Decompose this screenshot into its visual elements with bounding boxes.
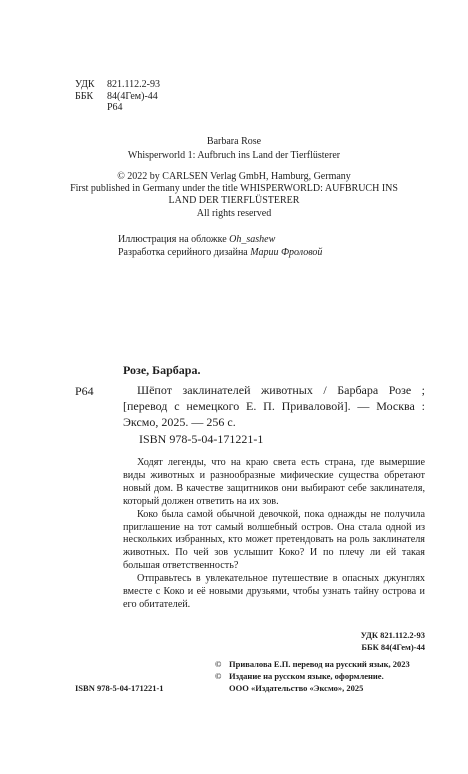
classification-block bbox=[75, 79, 160, 114]
bbk-value: 84(4Гем)-44 bbox=[107, 90, 158, 102]
author-mark-value: Р64 bbox=[107, 102, 123, 113]
annotation-paragraph: Отправьтесь в увлекательное путешествие в опасных джунглях вместе с Коко и её новыми друзьями, чтобы узнать тайну острова и его обитателей. bbox=[123, 573, 425, 610]
original-copyright: © 2022 by CARLSEN Verlag GmbH, Hamburg, Germany bbox=[117, 171, 351, 182]
annotation-paragraph: Ходят легенды, что на краю света есть страна, где вымершие виды животных и разнообразные мифические существа обретают новый дом. В качестве защитников они выбирают себе заклинателя, который должен ответить на их зов. bbox=[123, 457, 425, 507]
copyright-text: Издание на русском языке, оформление. bbox=[229, 671, 384, 681]
design-credit-label: Разработка серийного дизайна bbox=[118, 247, 251, 258]
original-title: Whisperworld 1: Aufbruch ins Land der Tierflüsterer bbox=[127, 150, 341, 161]
bib-record: Шёпот заклинателей животных / Барбара Розе ; [перевод с немецкого Е. П. Приваловой]. — Москва : Эксмо, 2025. — 256 с. bbox=[123, 383, 425, 429]
first-published-line1: First published in Germany under the title WHISPERWORLD: AUFBRUCH INS bbox=[70, 183, 398, 194]
cover-credit bbox=[118, 233, 275, 247]
cover-credit-name: Oh_sashew bbox=[229, 234, 276, 245]
copyright-line bbox=[215, 682, 410, 694]
bbk-label: ББК bbox=[75, 90, 94, 102]
bib-code: Р64 bbox=[75, 384, 94, 398]
imprint-copyright bbox=[215, 658, 410, 694]
design-credit bbox=[118, 246, 322, 260]
udk-label: УДК bbox=[75, 79, 95, 90]
bbk-row bbox=[75, 91, 160, 103]
copyright-symbol: © bbox=[215, 671, 222, 681]
copyright-text: Привалова Е.П. перевод на русский язык, 2023 bbox=[229, 659, 410, 669]
cover-credit-label: Иллюстрация на обложке bbox=[118, 234, 230, 245]
first-published-line2: LAND DER TIERFLÜSTERER bbox=[168, 195, 300, 206]
copyright-line bbox=[215, 658, 410, 670]
copyright-line bbox=[215, 670, 410, 682]
imprint-isbn: ISBN 978-5-04-171221-1 bbox=[75, 683, 164, 693]
copyright-symbol bbox=[215, 682, 229, 694]
copyright-symbol: © bbox=[215, 659, 222, 669]
bib-author: Розе, Барбара. bbox=[123, 363, 201, 377]
bottom-bbk: ББК 84(4Гем)-44 bbox=[361, 642, 425, 652]
design-credit-name: Марии Фроловой bbox=[250, 247, 323, 258]
original-author: Barbara Rose bbox=[206, 136, 262, 147]
copyright-text: ООО «Издательство «Эксмо», 2025 bbox=[229, 683, 364, 693]
annotation-paragraph: Коко была самой обычной девочкой, пока однажды не получила приглашение на тот самый волшебный остров. Она стала одной из нескольких избранных, кто может претендовать на роль заклинателя животных. По чей зов услышит Коко? И по плечу ли ей такая большая ответственность? bbox=[123, 508, 425, 572]
udk-value: 821.112.2-93 bbox=[107, 79, 160, 90]
rights-reserved: All rights reserved bbox=[196, 208, 272, 219]
bottom-udk: УДК 821.112.2-93 bbox=[360, 630, 425, 640]
author-mark-row bbox=[75, 102, 160, 114]
udk-row bbox=[75, 79, 160, 91]
bib-isbn: ISBN 978-5-04-171221-1 bbox=[139, 432, 264, 446]
annotation bbox=[123, 457, 425, 612]
